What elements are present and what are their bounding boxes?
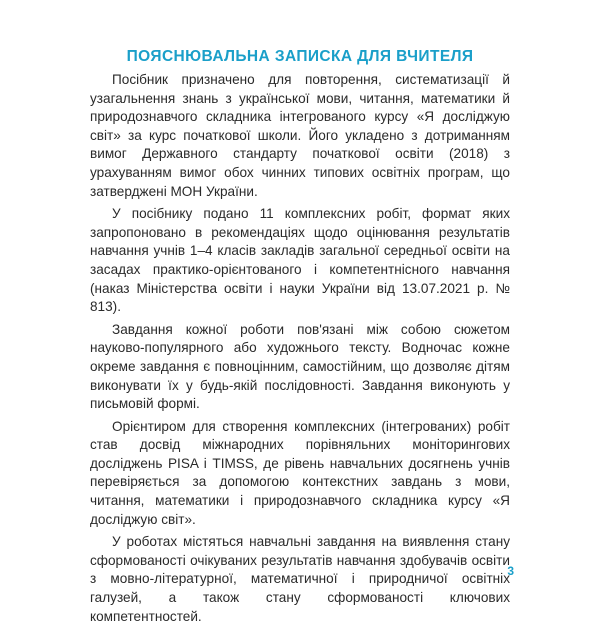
paragraph-contents: У посібнику подано 11 комплексних робіт, формат яких запропоновано в рекомендаціях щодо оцінювання результатів навчання учнів 1–4 класів закладів загальної середньої освіти на засадах практико-орієнтованого і компетентнісного навчання (наказ Міністерства освіти і науки України від 13.07.2021 р. № 813). [90, 206, 510, 315]
paragraph-learning-outcomes: У роботах містяться навчальні завдання на виявлення стану сформованості очікуваних результатів навчання здобувачів освіти з мовно-літературної, математичної і природничої освітніх галузей, а також стану сформованості ключових компетентностей. [90, 534, 510, 624]
paragraph-purpose: Посібник призначено для повторення, систематизації й узагальнення знань з української мови, читання, математики й природознавчого складника інтегрованого курсу «Я досліджую світ» за курс початкової школи. Його укладено з дотриманням вимог Державного стандарту початкової освіти (2018) з урахуванням вимог обох чинних типових освітніх програм, що затверджені МОН України. [90, 72, 510, 199]
page-title: ПОЯСНЮВАЛЬНА ЗАПИСКА ДЛЯ ВЧИТЕЛЯ [126, 48, 474, 65]
paragraph-benchmark: Орієнтиром для створення комплексних (інтегрованих) робіт став досвід міжнародних порівняльних моніторингових досліджень PISA і TIMSS, де рівень навчальних досягнень учнів перевіряється за допомогою контекстних завдань з мови, читання, математики і природознавчого складника курсу «Я досліджую світ». [90, 418, 510, 527]
paragraph-task-structure: Завдання кожної роботи пов'язані між собою сюжетом науково-популярного або художнього тексту. Водночас кожне окреме завдання є повноцінним, самостійним, що дозволяє дітям виконувати їх у будь-якій послідовності. Завдання виконують у письмовій формі. [90, 321, 510, 412]
page-number: 3 [507, 564, 514, 578]
explanatory-note-body [90, 71, 510, 626]
